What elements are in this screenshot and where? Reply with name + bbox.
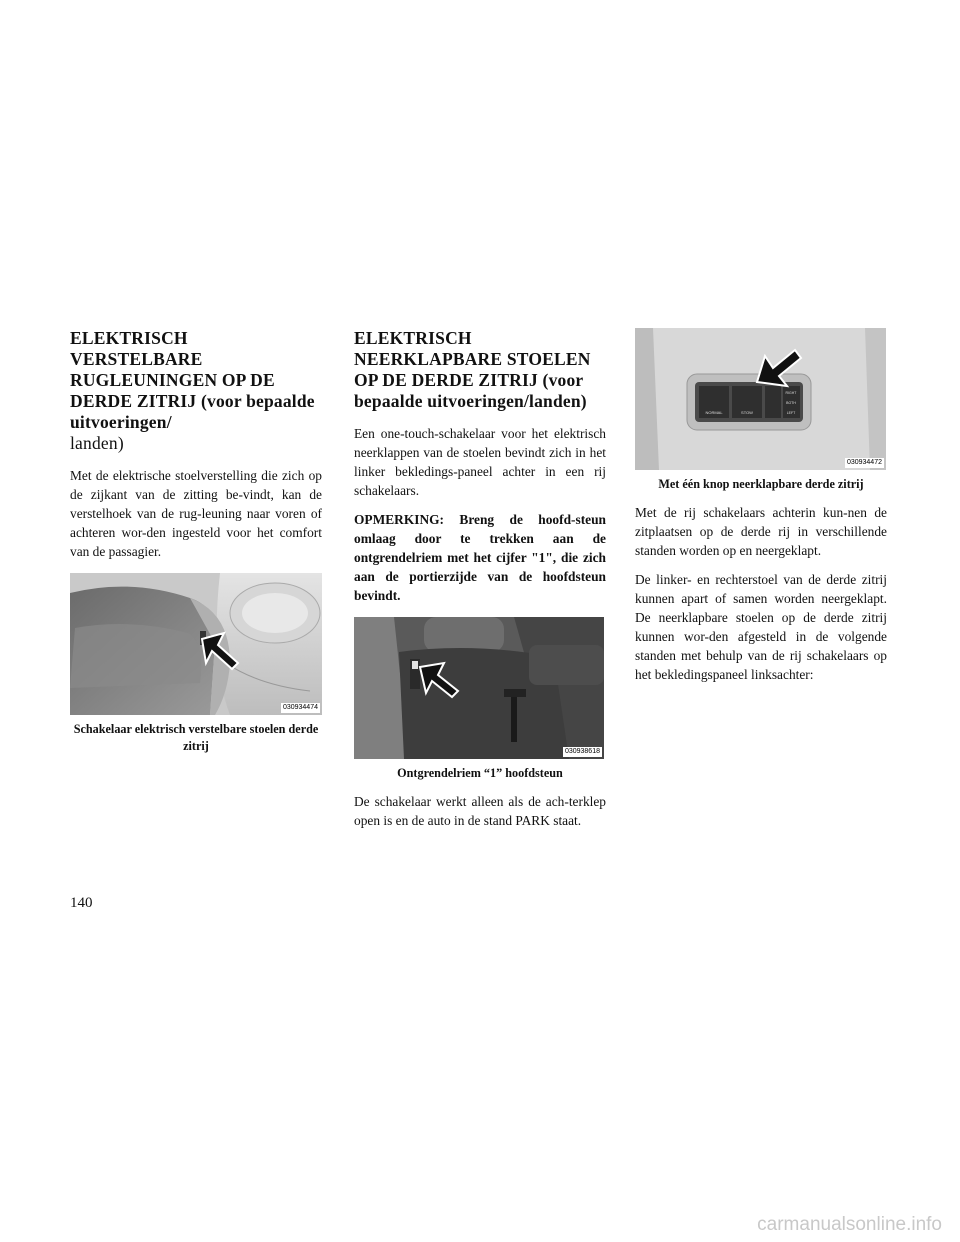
switch-bank-photo — [635, 328, 886, 470]
figure-one-touch-fold-switches — [635, 328, 886, 470]
figure-power-recline-switch — [70, 573, 322, 715]
column-middle — [354, 328, 606, 830]
column-left — [70, 328, 322, 755]
headrest-photo — [354, 617, 604, 759]
watermark: carmanualsonline.info — [757, 1214, 942, 1235]
button-label: NORMAL — [705, 410, 723, 415]
figure-id: 030934472 — [846, 459, 882, 466]
button-label: RIGHT — [785, 391, 797, 395]
button-label: BOTH — [786, 401, 796, 405]
column-right — [635, 328, 887, 684]
figure-headrest-release-strap — [354, 617, 604, 759]
figure-caption: Ontgrendelriem “1” hoofdsteun — [397, 766, 563, 780]
figure-caption: Schakelaar elektrisch verstelbare stoelen derde zitrij — [73, 722, 319, 753]
fold-positions-description: De linker- en rechterstoel van de derde zitrij kunnen apart of samen worden neergeklapt. De neerklapbare stoelen op de derde zitrij kunnen wor-den afgesteld in de volgende standen met behulp van de rij schakelaars op het bekledingspaneel linksachter: — [635, 572, 887, 682]
figure-id: 030934474 — [282, 704, 318, 711]
figure-caption: Met één knop neerklapbare derde zitrij — [658, 477, 864, 491]
switch-condition-text: De schakelaar werkt alleen als de ach-terklep open is en de auto in de stand PARK staat. — [354, 794, 606, 828]
seat-switch-photo — [70, 573, 322, 715]
button-label: STOW — [741, 410, 753, 415]
note-headrest: OPMERKING: Breng de hoofd-steun omlaag door te trekken aan de ontgrendelriem met het cijfer "1", die zich aan de portierzijde van de hoofdsteun bevindt. — [354, 512, 606, 603]
figure-id: 030938618 — [564, 748, 600, 755]
power-fold-intro: Een one-touch-schakelaar voor het elektrisch neerklappen van de stoelen bevindt zich in het linker bekledings-paneel achter in een rij schakelaars. — [354, 426, 606, 498]
page-number: 140 — [70, 895, 93, 911]
section-heading-power-fold: ELEKTRISCH NEERKLAPBARE STOELEN OP DE DERDE ZITRIJ (voor bepaalde uitvoeringen/landen) — [354, 328, 591, 411]
section-heading-power-recline: ELEKTRISCH VERSTELBARE RUGLEUNINGEN OP DE DERDE ZITRIJ (voor bepaalde uitvoeringen/ landen) — [70, 328, 315, 453]
power-recline-description: Met de elektrische stoelverstelling die zich op de zijkant van de zitting be-vindt, kan de verstelhoek van de rug-leuning naar voren of achteren wor-den ingesteld voor het comfort van de passagier. — [70, 468, 322, 559]
button-label: LEFT — [786, 411, 796, 415]
switch-bank-description: Met de rij schakelaars achterin kun-nen de zitplaatsen op de derde rij in verschillende standen worden op en neergeklapt. — [635, 505, 887, 558]
